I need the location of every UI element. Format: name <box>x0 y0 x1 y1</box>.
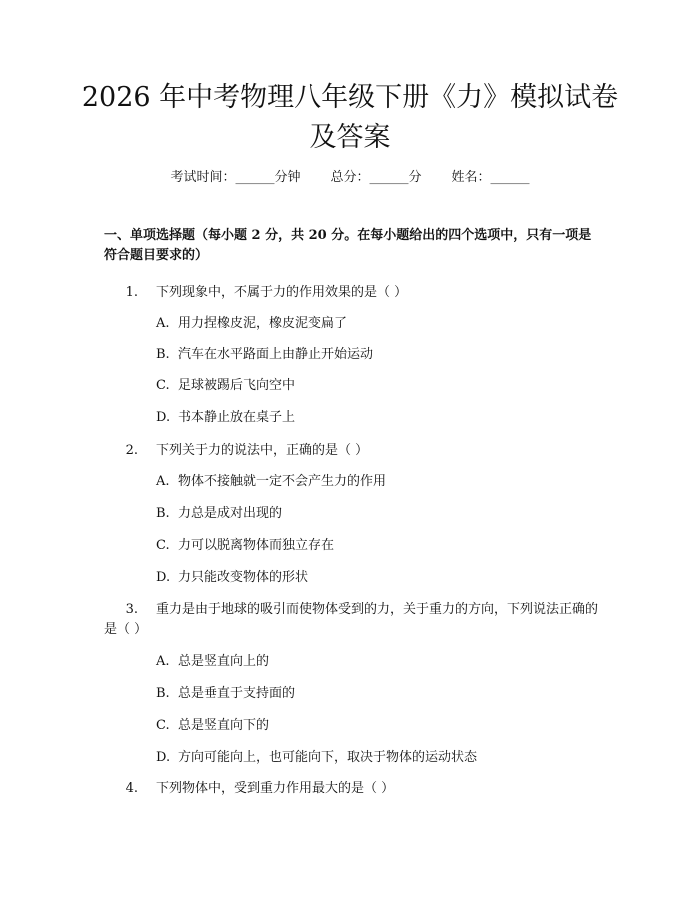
option-letter: D. <box>156 750 171 765</box>
question-number: 1. <box>125 285 138 300</box>
question-2-option-a <box>156 473 606 491</box>
option-letter: C. <box>156 378 170 393</box>
option-text: 力只能改变物体的形状 <box>178 570 309 585</box>
option-text: 方向可能向上，也可能向下，取决于物体的运动状态 <box>178 750 478 765</box>
question-2-option-d <box>156 569 606 587</box>
option-text: 书本静止放在桌子上 <box>178 410 296 425</box>
question-3-option-b <box>156 685 606 703</box>
question-number: 4. <box>125 781 138 796</box>
option-letter: B. <box>156 686 170 701</box>
section-heading: 一、单项选择题（每小题 2 分，共 20 分。在每小题给出的四个选项中，只有一项是符合题目要求的） <box>104 228 592 263</box>
question-1-option-d <box>156 409 606 427</box>
question-2-option-b <box>156 505 606 523</box>
question-number: 3. <box>125 602 138 617</box>
option-text: 总是竖直向上的 <box>178 654 270 669</box>
option-letter: A. <box>156 654 170 669</box>
question-text: 下列物体中，受到重力作用最大的是（ ） <box>156 781 395 796</box>
question-1-option-c <box>156 377 606 395</box>
question-text: 重力是由于地球的吸引而使物体受到的力，关于重力的方向，下列说法正确的是（ ） <box>104 602 599 637</box>
option-text: 总是竖直向下的 <box>178 718 270 733</box>
question-number: 2. <box>125 443 138 458</box>
exam-time: 考试时间：______分钟 <box>170 170 301 185</box>
option-letter: B. <box>156 347 170 362</box>
exam-score: 总分：______分 <box>330 170 422 185</box>
exam-meta <box>0 169 700 187</box>
option-text: 力可以脱离物体而独立存在 <box>178 538 335 553</box>
option-text: 物体不接触就一定不会产生力的作用 <box>178 474 387 489</box>
question-1-option-a <box>156 315 606 333</box>
question-2-option-c <box>156 537 606 555</box>
question-4-stem <box>104 779 609 799</box>
option-letter: D. <box>156 570 171 585</box>
option-letter: C. <box>156 538 170 553</box>
option-letter: B. <box>156 506 170 521</box>
question-1-stem <box>104 283 609 303</box>
option-letter: A. <box>156 474 170 489</box>
question-1-option-b <box>156 346 606 364</box>
question-text: 下列关于力的说法中，正确的是（ ） <box>156 443 369 458</box>
question-2-stem <box>104 441 609 461</box>
option-text: 力总是成对出现的 <box>178 506 283 521</box>
page-title: 2026 年中考物理八年级下册《力》模拟试卷及答案 <box>81 82 619 153</box>
option-text: 用力捏橡皮泥，橡皮泥变扁了 <box>178 316 348 331</box>
option-letter: C. <box>156 718 170 733</box>
option-text: 汽车在水平路面上由静止开始运动 <box>178 347 374 362</box>
option-letter: A. <box>156 316 170 331</box>
question-3-stem <box>104 600 609 640</box>
exam-name: 姓名：______ <box>451 170 530 185</box>
option-text: 总是垂直于支持面的 <box>178 686 296 701</box>
question-3-option-d <box>156 749 606 767</box>
question-text: 下列现象中，不属于力的作用效果的是（ ） <box>156 285 408 300</box>
option-letter: D. <box>156 410 171 425</box>
question-3-option-c <box>156 717 606 735</box>
option-text: 足球被踢后飞向空中 <box>178 378 296 393</box>
question-3-option-a <box>156 653 606 671</box>
